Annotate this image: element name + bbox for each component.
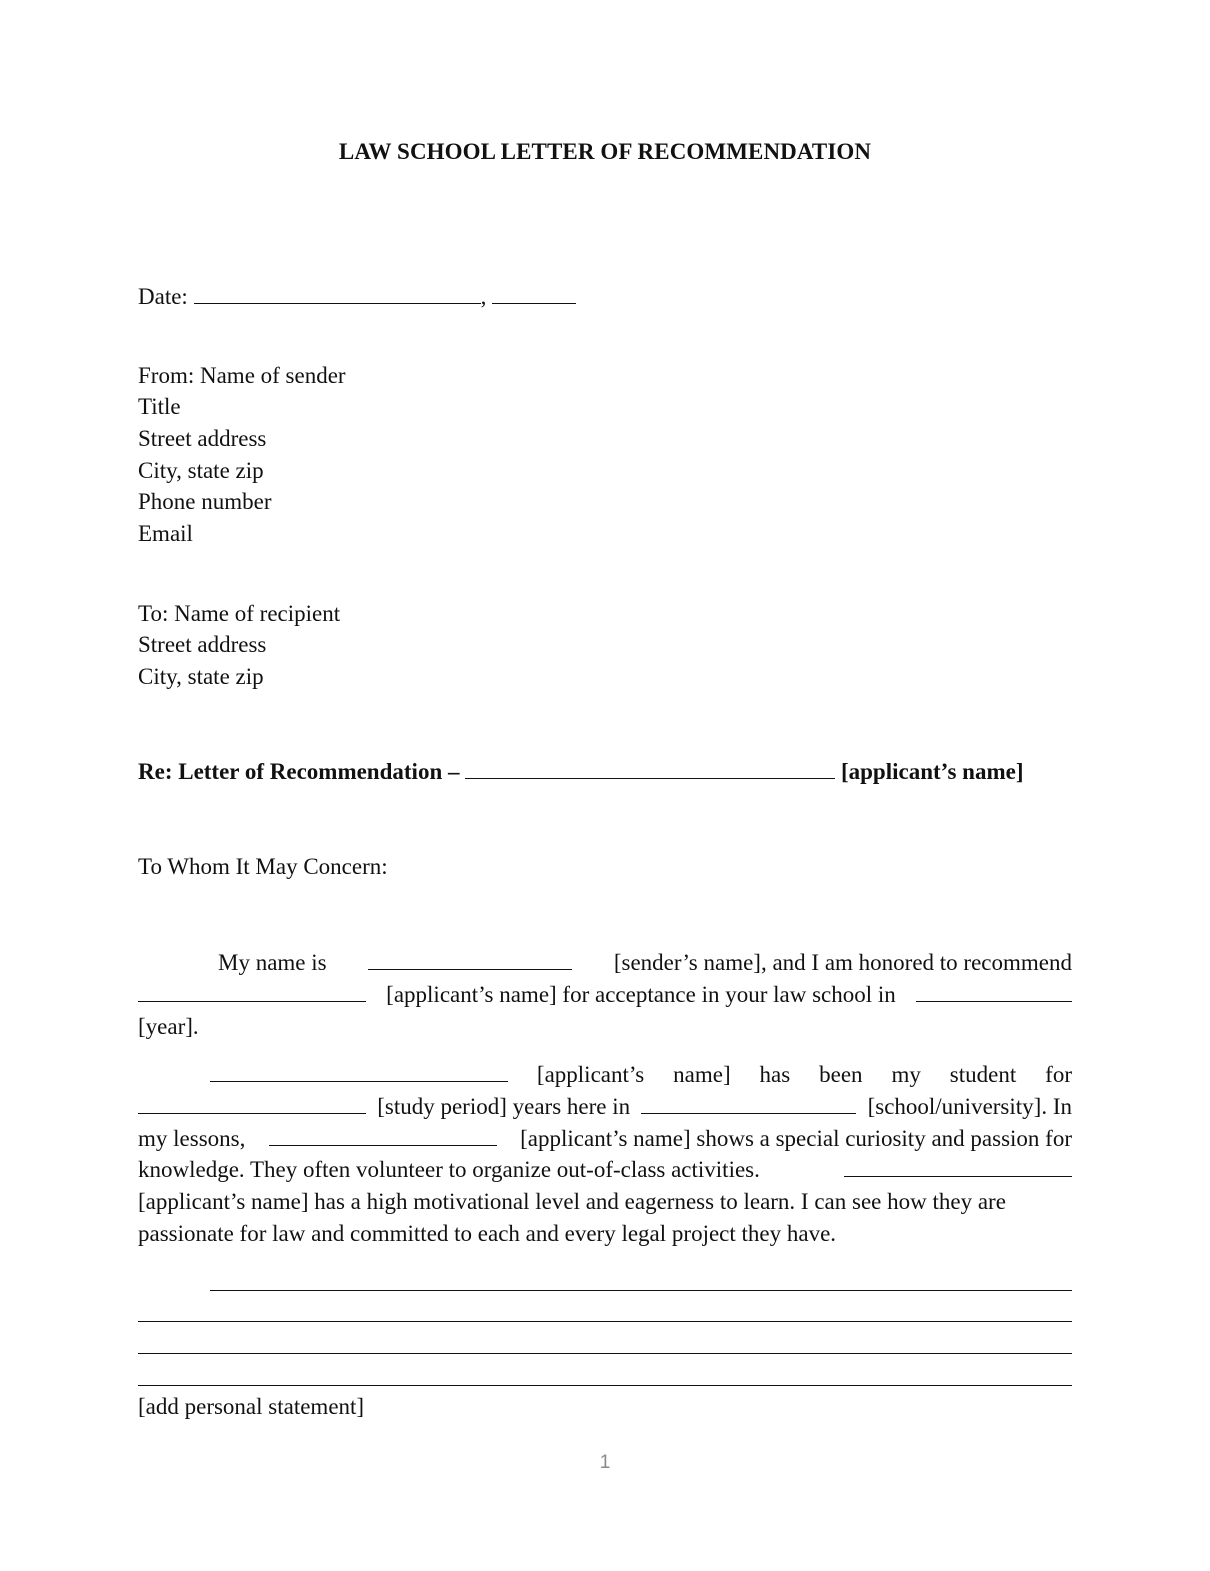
para2-line-3 bbox=[138, 1123, 1072, 1155]
sender-email: Email bbox=[138, 521, 193, 546]
para1-line-2 bbox=[138, 979, 1072, 1011]
sender-phone: Phone number bbox=[138, 489, 272, 514]
statement-line-4[interactable] bbox=[138, 1385, 1072, 1386]
sender-from: From: Name of sender bbox=[138, 363, 346, 388]
personal-statement-label: [add personal statement] bbox=[138, 1394, 365, 1419]
para2-line-4 bbox=[138, 1154, 1072, 1186]
paragraph-1 bbox=[138, 947, 1072, 1042]
salutation: To Whom It May Concern: bbox=[138, 854, 388, 879]
para2-line-6: passionate for law and committed to each and every legal project they have. bbox=[138, 1220, 837, 1246]
recipient-city: City, state zip bbox=[138, 664, 264, 689]
paragraph-2 bbox=[138, 1059, 1072, 1250]
re-line bbox=[138, 758, 1024, 786]
para2-text-l4a: knowledge. They often volunteer to organize out-of-class activities. bbox=[138, 1157, 760, 1183]
date-line bbox=[138, 283, 576, 311]
date-year-blank[interactable] bbox=[492, 283, 576, 304]
sender-title: Title bbox=[138, 394, 181, 419]
year-blank[interactable] bbox=[916, 981, 1072, 1002]
para2-word-2: name] bbox=[673, 1062, 731, 1087]
para1-line-3: [year]. bbox=[138, 1013, 199, 1039]
statement-line-2[interactable] bbox=[138, 1321, 1072, 1322]
para2-word-3: has bbox=[759, 1062, 791, 1087]
study-period-blank[interactable] bbox=[138, 1093, 366, 1114]
applicant-name-blank-1[interactable] bbox=[138, 981, 366, 1002]
para2-word-1: [applicant’s bbox=[536, 1062, 645, 1087]
re-prefix: Re: Letter of Recommendation – bbox=[138, 759, 460, 784]
school-blank[interactable] bbox=[641, 1093, 856, 1114]
date-label: Date: bbox=[138, 284, 188, 309]
statement-line-3[interactable] bbox=[138, 1353, 1072, 1354]
applicant-name-blank-2[interactable] bbox=[210, 1061, 508, 1082]
para2-line-2 bbox=[138, 1091, 1072, 1123]
sender-street: Street address bbox=[138, 426, 267, 451]
applicant-name-blank-3[interactable] bbox=[269, 1125, 497, 1146]
re-suffix: [applicant’s name] bbox=[840, 759, 1024, 784]
page-title: LAW SCHOOL LETTER OF RECOMMENDATION bbox=[338, 139, 872, 164]
sender-name-blank[interactable] bbox=[368, 949, 572, 970]
sender-city: City, state zip bbox=[138, 458, 264, 483]
date-separator: , bbox=[480, 284, 487, 309]
recipient-to: To: Name of recipient bbox=[138, 601, 341, 626]
para2-text-l3a: my lessons, bbox=[138, 1125, 246, 1151]
para2-text-l2b: [school/university]. In bbox=[867, 1093, 1072, 1119]
applicant-name-blank-4[interactable] bbox=[844, 1156, 1072, 1177]
para1-text-b: [sender’s name], and I am honored to recommend bbox=[613, 950, 1072, 975]
para1-text-a: My name is bbox=[218, 950, 327, 975]
para2-word-4: been bbox=[819, 1062, 863, 1087]
para2-text-l2a: [study period] years here in bbox=[377, 1093, 631, 1119]
para2-line-5: [applicant’s name] has a high motivational level and eagerness to learn. I can see how they are bbox=[138, 1189, 1006, 1215]
para2-word-7: for bbox=[1045, 1062, 1072, 1087]
para2-word-6: student bbox=[949, 1062, 1017, 1087]
page-number: 1 bbox=[599, 1452, 611, 1473]
re-applicant-blank[interactable] bbox=[465, 758, 835, 779]
recipient-street: Street address bbox=[138, 632, 267, 657]
date-month-day-blank[interactable] bbox=[194, 283, 481, 304]
para2-line-1 bbox=[138, 1059, 1072, 1091]
para1-line-1 bbox=[138, 947, 1072, 979]
para2-word-5: my bbox=[891, 1062, 921, 1087]
statement-line-1[interactable] bbox=[210, 1290, 1072, 1291]
para1-text-c: [applicant’s name] for acceptance in your law school in bbox=[386, 981, 896, 1007]
para2-text-l3b: [applicant’s name] shows a special curiosity and passion for bbox=[520, 1125, 1072, 1151]
